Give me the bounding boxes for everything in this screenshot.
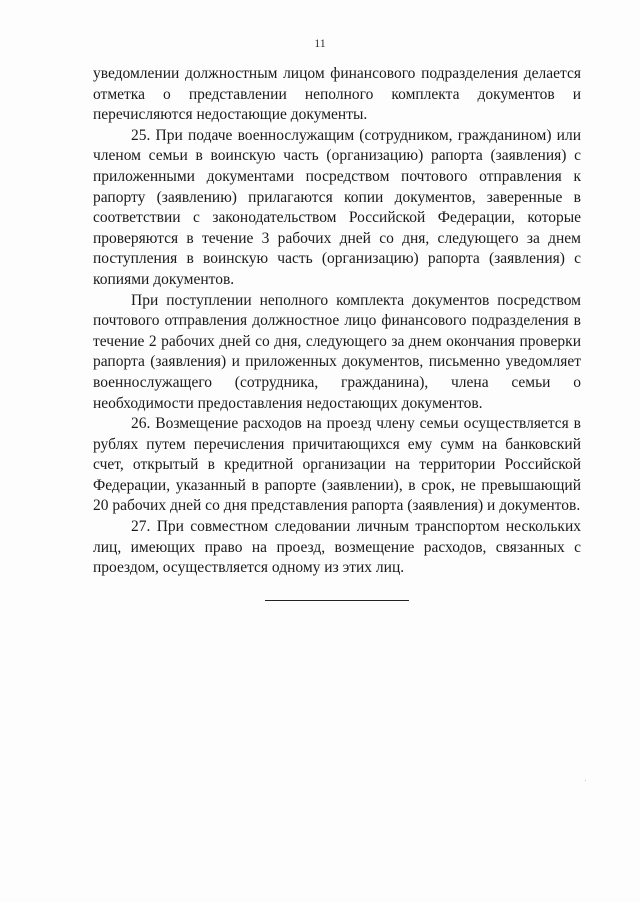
end-of-document-rule	[265, 600, 409, 601]
paragraph-continuation: уведомлении должностным лицом финансового подразделения делается отметка о представлении неполного комплекта документов и перечисляются недостающие документы.	[93, 65, 581, 124]
scan-speck	[585, 780, 586, 781]
paragraph-incomplete-documents: При поступлении неполного комплекта документов посредством почтового отправления должностное лицо финансового подразделения в течение 2 рабочих дней со дня, следующего за днем окончания проверки рапорта (заявления) и приложенных документов, письменно уведомляет военнослужащего (сотрудника, гражданина), члена семьи о необходимости предоставления недостающих документов.	[93, 291, 581, 412]
page-number: 11	[314, 36, 326, 50]
document-body	[93, 64, 581, 579]
paragraph-item-26: 26. Возмещение расходов на проезд члену семьи осуществляется в рублях путем перечисления причитающихся ему сумм на банковский счет, открытый в кредитной организации на территории Российской Федерации, указанный в рапорте (заявлении), в срок, не превышающий 20 рабочих дней со дня представления рапорта (заявления) и документов.	[93, 415, 581, 515]
paragraph-item-25: 25. При подаче военнослужащим (сотрудником, гражданином) или членом семьи в воинскую часть (организацию) рапорта (заявления) с приложенными документами посредством почтового отправления к рапорту (заявлению) прилагаются копии документов, заверенные в соответствии с законодательством Российской Федерации, которые проверяются в течение 3 рабочих дней со дня, следующего за днем поступления в воинскую часть (организацию) рапорта (заявления) с копиями документов.	[93, 126, 581, 288]
paragraph-item-27: 27. При совместном следовании личным транспортом нескольких лиц, имеющих право на проезд, возмещение расходов, связанных с проездом, осуществляется одному из этих лиц.	[93, 518, 581, 577]
